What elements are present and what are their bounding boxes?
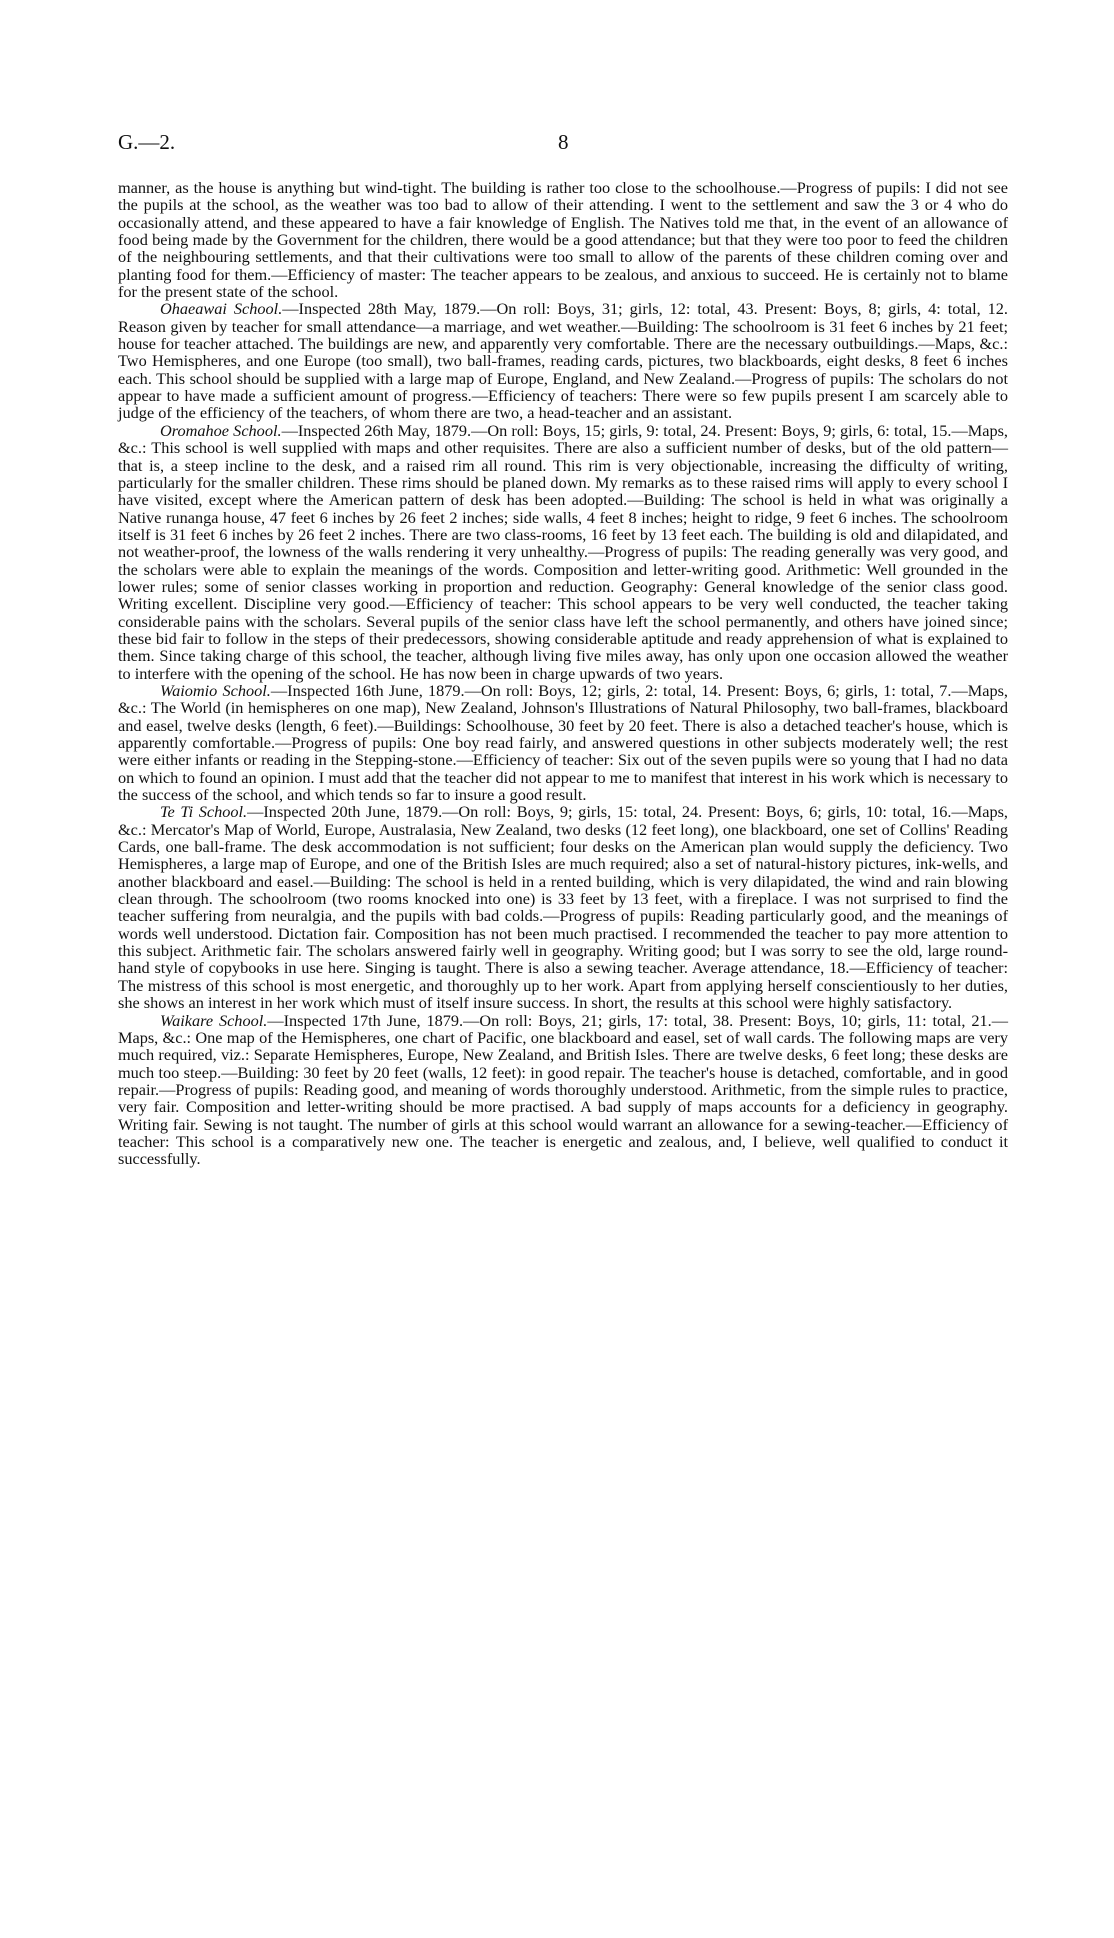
paragraph-ohaeawai-school: [118, 300, 1008, 421]
school-name: Waikare School.: [160, 1010, 268, 1030]
paragraph-text: —Inspected 17th June, 1879.—On roll: Boys, 21; girls, 17: total, 38. Present: Boys, 10; girls, 11: total, 21.—Maps, &c.: One map of the Hemispheres, one chart of Pacific, one blackboard and easel, set of wall cards. The following maps are very much required, viz.: Separate Hemispheres, Europe, New Zealand, and British Isles. There are twelve desks, 6 feet long; these desks are much too steep.—Building: 30 feet by 20 feet (walls, 12 feet): in good repair. The teacher's house is detached, comfortable, and in good repair.—Progress of pupils: Reading good, and meaning of words thoroughly understood. Arithmetic, from the simple rules to practice, very fair. Composition and letter-writing should be more practised. A bad supply of maps accounts for a deficiency in geography. Writing fair. Sewing is not taught. The number of girls at this school would warrant an allowance for a sewing-teacher.—Efficiency of teacher: This school is a comparatively new one. The teacher is energetic and zealous, and, I believe, well qualified to conduct it successfully.: [118, 1010, 1008, 1169]
page-number: 8: [558, 130, 569, 154]
paragraph-text: —Inspected 26th May, 1879.—On roll: Boys, 15; girls, 9: total, 24. Present: Boys, 9; girls, 6: total, 15.—Maps, &c.: This school is well supplied with maps and other requisites. There are also a sufficient number of desks, but of the old pattern—that is, a steep incline to the desk, and a raised rim all round. This rim is very objectionable, increasing the difficulty of writing, particularly for the smaller children. These rims should be planed down. My remarks as to these raised rims will apply to every school I have visited, except where the American pattern of desk has been adopted.—Building: The school is held in what was originally a Native runanga house, 47 feet 6 inches by 26 feet 2 inches; side walls, 4 feet 8 inches; height to ridge, 9 feet 6 inches. The schoolroom itself is 31 feet 6 inches by 26 feet 2 inches. There are two class-rooms, 16 feet by 13 feet each. The building is old and dilapidated, and not weather-proof, the lowness of the walls rendering it very unhealthy.—Progress of pupils: The reading generally was very good, and the scholars were able to explain the meanings of the words. Composition and letter-writing good. Arithmetic: Well grounded in the lower rules; some of senior classes working in proportion and reduction. Geography: General knowledge of the senior class good. Writing excellent. Discipline very good.—Efficiency of teacher: This school appears to be very well conducted, the teacher taking considerable pains with the scholars. Several pupils of the senior class have left the school permanently, and others have joined since; these bid fair to follow in the steps of their predecessors, showing considerable aptitude and ready apprehension of what is explained to them. Since taking charge of this school, the teacher, although living five miles away, has only upon one occasion allowed the weather to interfere with the opening of the school. He has now been in charge upwards of two years.: [118, 420, 1008, 683]
document-reference: G.—2.: [118, 130, 176, 154]
page-header: [118, 130, 998, 160]
paragraph-text: —Inspected 20th June, 1879.—On roll: Boys, 9; girls, 15: total, 24. Present: Boys, 6; girls, 10: total, 16.—Maps, &c.: Mercator's Map of World, Europe, Australasia, New Zealand, two desks (12 feet long), one blackboard, one set of Collins' Reading Cards, one ball-frame. The desk accommodation is not sufficient; four desks on the American plan would supply the deficiency. Two Hemispheres, a large map of Europe, and one of the British Isles are much required; also a set of natural-history pictures, ink-wells, and another blackboard and easel.—Building: The school is held in a rented building, which is very dilapidated, the wind and rain blowing clean through. The schoolroom (two rooms knocked into one) is 33 feet by 13 feet, with a fireplace. I was not surprised to find the teacher suffering from neuralgia, and the pupils with bad colds.—Progress of pupils: Reading particularly good, and the meanings of words well understood. Dictation fair. Composition has not been much practised. I recommended the teacher to pay more attention to this subject. Arithmetic fair. The scholars answered fairly well in geography. Writing good; but I was sorry to see the old, large round-hand style of copybooks in use here. Singing is taught. There is also a sewing teacher. Average attendance, 18.—Efficiency of teacher: The mistress of this school is most energetic, and thoroughly up to her work. Apart from applying herself conscientiously to her duties, she shows an interest in her work which must of itself insure success. In short, the results at this school were highly satisfactory.: [118, 802, 1008, 1013]
report-body: [118, 179, 1008, 1168]
school-name: Oromahoe School.: [160, 420, 282, 440]
paragraph-text: manner, as the house is anything but wind-tight. The building is rather too close to the schoolhouse.—Progress of pupils: I did not see the pupils at the school, as the weather was too bad to allow of their attending. I went to the settlement and saw the 3 or 4 who do occasionally attend, and these appeared to have a fair knowledge of English. The Natives told me that, in the event of an allowance of food being made by the Government for the children, there would be a good attendance; but that they were too poor to feed the children of the neighbouring settlements, and that their cultivations were too small to allow of the parents of these children coming over and planting food for them.—Efficiency of master: The teacher appears to be zealous, and anxious to succeed. He is certainly not to blame for the present state of the school.: [118, 178, 1008, 302]
paragraph-te-ti-school: [118, 803, 1008, 1011]
paragraph-continuation: [118, 179, 1008, 300]
school-name: Waiomio School.: [160, 680, 271, 700]
paragraph-text: —Inspected 16th June, 1879.—On roll: Boys, 12; girls, 2: total, 14. Present: Boys, 6; girls, 1: total, 7.—Maps, &c.: The World (in hemispheres on one map), New Zealand, Johnson's Illustrations of Natural Philosophy, two ball-frames, blackboard and easel, twelve desks (length, 6 feet).—Buildings: Schoolhouse, 30 feet by 20 feet. There is also a detached teacher's house, which is apparently comfortable.—Progress of pupils: One boy read fairly, and answered questions in other subjects moderately well; the rest were either infants or reading in the Stepping-stone.—Efficiency of teacher: Six out of the seven pupils were so young that I had no data on which to found an opinion. I must add that the teacher did not appear to me to manifest that interest in his work which is necessary to the success of the school, and which tends so far to insure a good result.: [118, 680, 1009, 805]
paragraph-oromahoe-school: [118, 422, 1008, 682]
school-name: Te Ti School.: [160, 802, 248, 822]
paragraph-waikare-school: [118, 1012, 1008, 1168]
paragraph-waiomio-school: [118, 682, 1008, 803]
school-name: Ohaeawai School.: [160, 299, 283, 319]
paragraph-text: —Inspected 28th May, 1879.—On roll: Boys, 31; girls, 12: total, 43. Present: Boys, 8; girls, 4: total, 12. Reason given by teacher for small attendance—a marriage, and wet weather.—Building: The schoolroom is 31 feet 6 inches by 21 feet; house for teacher attached. The buildings are new, and apparently very comfortable. There are the necessary outbuildings.—Maps, &c.: Two Hemispheres, and one Europe (too small), two ball-frames, reading cards, pictures, two blackboards, eight desks, 8 feet 6 inches each. This school should be supplied with a large map of Europe, England, and New Zealand.—Progress of pupils: The scholars do not appear to have made a sufficient amount of progress.—Efficiency of teachers: There were so few pupils present I am scarcely able to judge of the efficiency of the teachers, of whom there are two, a head-teacher and an assistant.: [118, 299, 1008, 423]
